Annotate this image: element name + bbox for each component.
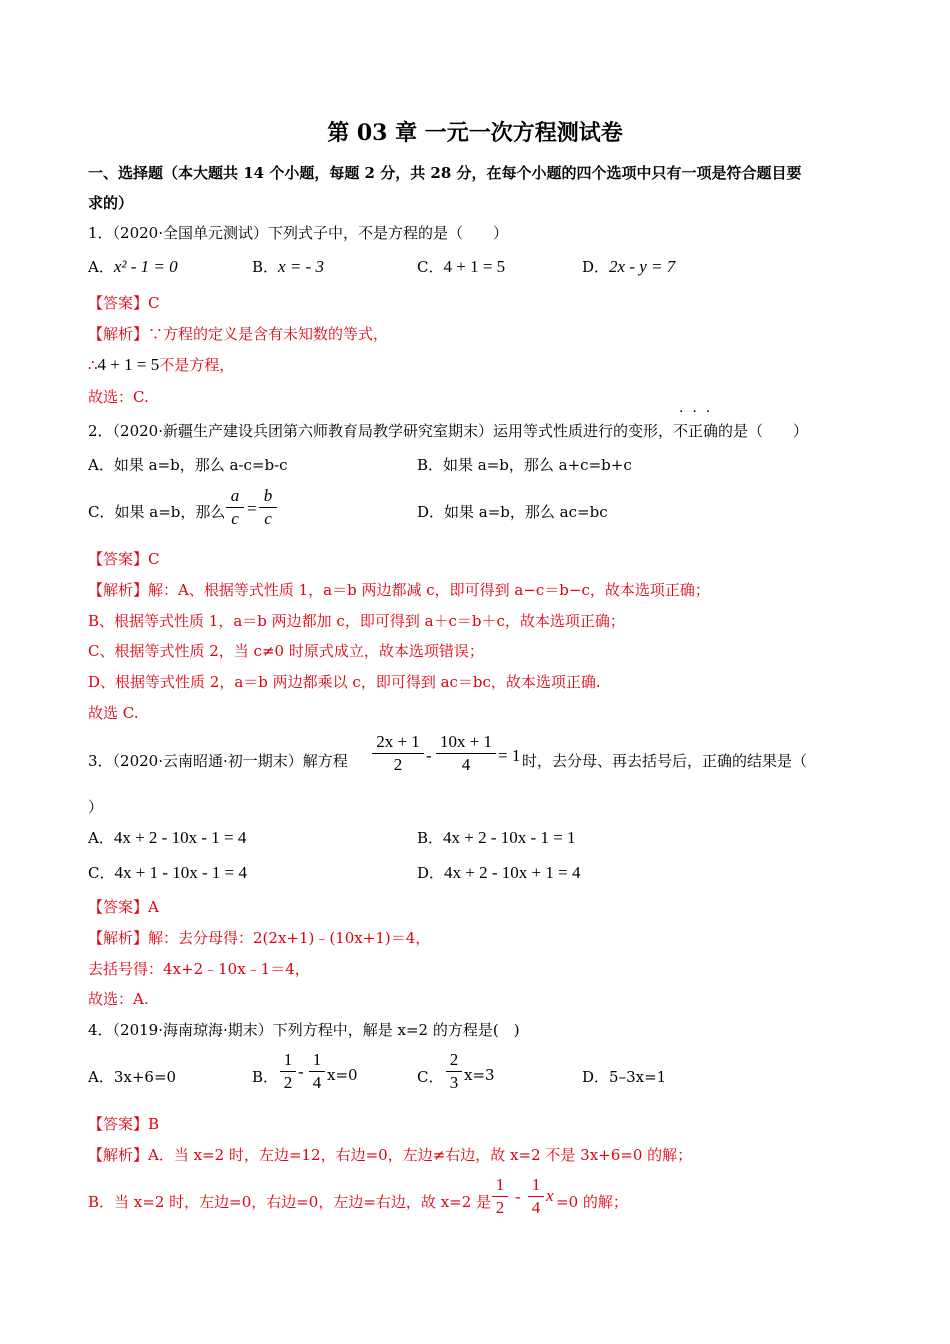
q3-option-a <box>88 827 246 848</box>
q4-exp2-f2-num: 1 <box>531 1175 541 1194</box>
q2-option-a: A．如果 a=b，那么 a-c=b-c <box>88 456 288 474</box>
q4-b-fraction-1 <box>280 1050 296 1093</box>
q3-stem-line2: ） <box>88 798 104 816</box>
q4-b-tail: x=0 <box>327 1066 358 1084</box>
q3-b-math: 4x + 2 - 10x - 1 = 1 <box>443 828 576 847</box>
q1-b-math: x = - 3 <box>278 257 324 276</box>
q1-option-c <box>417 256 505 277</box>
q2-explanation-2: B、根据等式性质 1，a＝b 两边都加 c，即可得到 a＋c＝b＋c，故本选项正确； <box>88 612 625 630</box>
q3-explanation-2: 去括号得：4x+2﹣10x﹣1＝4， <box>88 960 310 978</box>
q4-c-fraction <box>446 1050 462 1093</box>
q3-stem-post: 时，去分母、再去括号后，正确的结果是（ <box>522 752 808 770</box>
q4-exp2-x: x <box>546 1186 554 1205</box>
q4-option-a: A．3x+6=0 <box>88 1068 177 1086</box>
q4-option-d: D．5–3x=1 <box>582 1068 667 1086</box>
q4-c-f-num: 2 <box>449 1050 459 1069</box>
q1-option-a <box>88 256 178 277</box>
q4-b-f1-num: 1 <box>283 1050 293 1069</box>
q1-d-math: 2x - y = 7 <box>609 257 676 276</box>
q3-b-label: B． <box>417 829 444 847</box>
q2-c-f2-den: c <box>264 509 272 528</box>
q3-option-c <box>88 862 247 883</box>
q3-fraction-1 <box>372 732 424 775</box>
q1-exp2-math: 4 + 1 = 5 <box>97 355 160 374</box>
q2-explanation-3: C、根据等式性质 2，当 c≠0 时原式成立，故本选项错误； <box>88 642 484 660</box>
q2-c-f1-den: c <box>231 509 239 528</box>
q3-c-math: 4x + 1 - 10x - 1 = 4 <box>114 863 247 882</box>
q3-a-label: A． <box>88 829 114 847</box>
q3-f1-den: 2 <box>393 755 403 774</box>
q2-explanation-5: 故选 C. <box>88 704 139 722</box>
q4-answer: 【答案】B <box>88 1115 160 1133</box>
q1-exp2-pre: ∴ <box>88 356 98 374</box>
q4-b-f1-den: 2 <box>283 1073 293 1092</box>
q1-exp2-post: 不是方程， <box>159 356 235 374</box>
q4-c-f-den: 3 <box>449 1073 459 1092</box>
q4-b-f2-den: 4 <box>312 1073 322 1092</box>
q4-c-tail: x=3 <box>464 1066 495 1084</box>
q1-answer: 【答案】C <box>88 294 160 312</box>
q2-explanation-1: 【解析】解：A、根据等式性质 1，a＝b 两边都减 c，即可得到 a−c＝b−c，故本选项正确； <box>88 581 710 599</box>
section-heading-line1: 一、选择题（本大题共 14 个小题，每题 2 分，共 28 分，在每个小题的四个选项中只有一项是符合题目要 <box>88 164 802 182</box>
q1-explanation-1: 【解析】∵方程的定义是含有未知数的等式， <box>88 325 389 343</box>
q3-option-d <box>417 862 580 883</box>
q2-stem <box>88 404 809 441</box>
q1-c-math: 4 + 1 = 5 <box>443 257 506 276</box>
q3-stem-pre: 3．（2020·云南昭通·初一期末）解方程 <box>88 752 348 770</box>
q4-explanation-1: 【解析】A．当 x=2 时，左边=12，右边=0，左边≠右边，故 x=2 不是 3x+6=0 的解； <box>88 1146 693 1164</box>
q4-explanation-2-post: =0 的解； <box>556 1193 628 1211</box>
q2-option-c-text: C．如果 a=b，那么 <box>88 503 226 521</box>
q4-exp2-f2-den: 4 <box>531 1198 541 1217</box>
q4-exp2-fraction-1 <box>492 1175 508 1218</box>
q4-b-minus: - <box>298 1062 304 1081</box>
q3-f2-den: 4 <box>461 755 471 774</box>
q3-a-math: 4x + 2 - 10x - 1 = 4 <box>113 828 247 847</box>
q4-b-fraction-2 <box>309 1050 325 1093</box>
q3-f1-num: 2x + 1 <box>376 732 420 751</box>
q4-stem: 4．（2019·海南琼海·期末）下列方程中，解是 x=2 的方程是( ) <box>88 1021 520 1039</box>
q3-explanation-1: 【解析】解：去分母得：2(2x+1)﹣(10x+1)＝4， <box>88 929 431 947</box>
q4-exp2-minus: - <box>515 1187 521 1206</box>
q3-fraction-2 <box>436 732 496 775</box>
q3-d-label: D． <box>417 864 445 882</box>
q1-explanation-3: 故选：C. <box>88 388 149 406</box>
page-title: 第 03 章 一元一次方程测试卷 <box>327 120 623 146</box>
q2-emphasis-dots: ··· <box>679 404 720 420</box>
q3-answer: 【答案】A <box>88 898 159 916</box>
q4-option-c-label: C． <box>417 1068 444 1086</box>
q3-c-label: C． <box>88 864 115 882</box>
q4-exp2-fraction-2 <box>528 1175 544 1218</box>
q1-explanation-2 <box>88 354 234 375</box>
q2-stem-emphasis <box>673 404 720 441</box>
q2-c-f1-num: a <box>230 486 240 505</box>
q4-option-b-label: B． <box>252 1068 279 1086</box>
q2-stem-pre: 2．（2020·新疆生产建设兵团第六师教育局教学研究室期末）运用等式性质进行的变形， <box>88 422 673 440</box>
q3-minus: - <box>426 746 432 765</box>
q1-stem: 1．（2020·全国单元测试）下列式子中，不是方程的是（ ） <box>88 224 508 242</box>
q1-b-label: B． <box>252 258 279 276</box>
q2-option-d: D．如果 a=b，那么 ac=bc <box>417 503 608 521</box>
q3-option-b <box>417 827 576 848</box>
q4-exp2-f1-den: 2 <box>495 1198 505 1217</box>
q2-stem-post: 的是（ ） <box>718 422 809 440</box>
q1-d-label: D． <box>582 258 610 276</box>
q3-explanation-3: 故选：A. <box>88 990 149 1008</box>
q1-c-label: C． <box>417 258 444 276</box>
q3-equals-one: = 1 <box>498 746 521 765</box>
q1-option-d <box>582 256 675 277</box>
q2-c-fraction-2 <box>259 486 277 529</box>
q1-option-b <box>252 256 324 277</box>
q2-c-fraction-1 <box>226 486 244 529</box>
q2-explanation-4: D、根据等式性质 2，a＝b 两边都乘以 c，即可得到 ac＝bc，故本选项正确. <box>88 673 601 691</box>
q3-f2-num: 10x + 1 <box>439 732 493 751</box>
q4-exp2-f1-num: 1 <box>495 1175 505 1194</box>
q1-a-label: A． <box>88 258 114 276</box>
q2-stem-emph-text: 不正确 <box>673 422 719 440</box>
q4-explanation-2-pre: B．当 x=2 时，左边=0，右边=0，左边=右边，故 x=2 是 <box>88 1193 492 1211</box>
q1-a-math: x² - 1 = 0 <box>113 257 178 276</box>
q3-d-math: 4x + 2 - 10x + 1 = 4 <box>444 863 581 882</box>
q2-c-equals: = <box>247 499 257 518</box>
section-heading-line2: 求的） <box>88 194 134 212</box>
q2-c-f2-num: b <box>263 486 273 505</box>
q4-b-f2-num: 1 <box>312 1050 322 1069</box>
q2-answer: 【答案】C <box>88 550 160 568</box>
q2-option-b: B．如果 a=b，那么 a+c=b+c <box>417 456 632 474</box>
